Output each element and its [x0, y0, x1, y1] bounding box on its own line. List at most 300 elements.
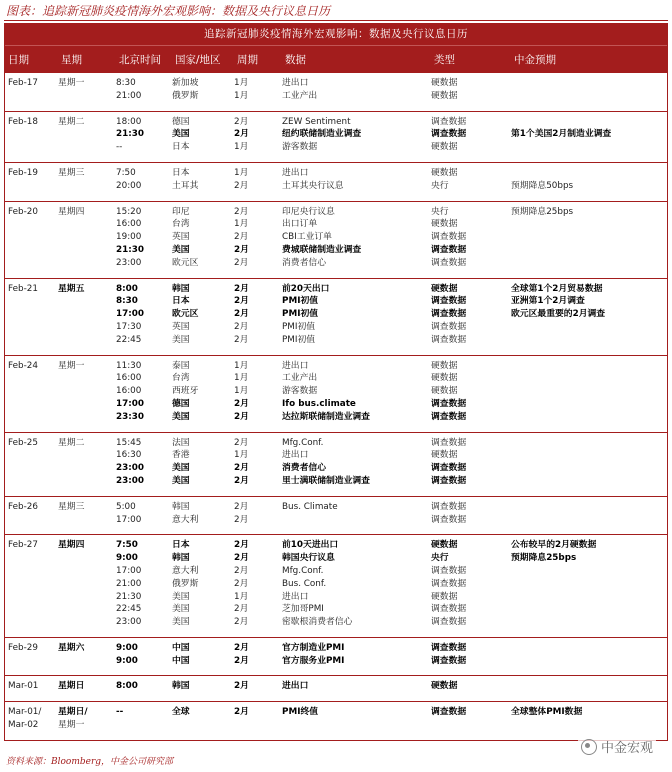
weekday-cell	[58, 321, 116, 334]
date-cell: Mar-01/ Mar-02	[8, 707, 42, 731]
type-cell: 调查数据	[431, 463, 467, 474]
country-cell: 韩国	[172, 501, 190, 512]
country-cell: 台湾	[172, 373, 190, 384]
data-cell: Bus. Climate	[282, 501, 338, 512]
date-group	[5, 356, 667, 433]
weekday-cell: 星期日	[58, 681, 85, 692]
weekday-cell	[58, 128, 116, 141]
type-cell: 硬数据	[431, 219, 458, 230]
country-cell: 日本	[172, 142, 190, 153]
country-cell: 欧元区	[172, 309, 199, 320]
data-cell: 里士满联储制造业调查	[282, 475, 370, 486]
data-cell: 纽约联储制造业调查	[282, 129, 362, 140]
date-cell: Feb-17	[8, 78, 38, 88]
weekday-cell: 星期二	[58, 116, 85, 127]
weekday-cell	[58, 514, 116, 527]
table-row	[55, 295, 667, 308]
time-cell: 19:00	[116, 232, 142, 243]
country-cell: 西班牙	[172, 386, 199, 397]
table-row	[55, 283, 667, 296]
country-cell: 意大利	[172, 514, 199, 525]
country-cell: 欧元区	[172, 257, 199, 268]
data-cell: 进出口	[282, 450, 309, 461]
table-row	[55, 616, 667, 629]
table-row	[55, 449, 667, 462]
time-cell: 7:50	[116, 167, 136, 178]
data-cell: 土耳其央行议息	[282, 180, 344, 191]
country-cell: 英国	[172, 232, 190, 243]
weekday-cell: 星期三	[58, 167, 85, 178]
country-cell: 土耳其	[172, 180, 199, 191]
table-row	[55, 257, 667, 270]
country-cell: 美国	[172, 617, 190, 628]
period-cell: 2月	[234, 411, 249, 422]
table-row	[55, 719, 667, 732]
time-cell: 23:30	[116, 411, 145, 422]
country-cell: 日本	[172, 167, 190, 178]
weekday-cell	[58, 218, 116, 231]
table-row	[55, 591, 667, 604]
type-cell: 硬数据	[431, 450, 458, 461]
expectation-cell	[511, 231, 661, 244]
type-cell: 硬数据	[431, 167, 458, 178]
weekday-cell	[58, 90, 116, 103]
data-cell: PMI初值	[282, 296, 319, 307]
period-cell: 1月	[234, 78, 249, 88]
expectation-cell	[511, 360, 661, 373]
period-cell: 2月	[234, 642, 249, 653]
table-row	[55, 514, 667, 527]
table-row	[55, 642, 667, 655]
weekday-cell: 星期五	[58, 283, 85, 294]
period-cell: 2月	[234, 334, 249, 345]
country-cell: 俄罗斯	[172, 90, 199, 101]
period-cell: 2月	[234, 398, 249, 409]
data-cell: Mfg.Conf.	[282, 565, 324, 576]
time-cell: 21:30	[116, 129, 145, 140]
time-cell: 8:30	[116, 78, 136, 88]
date-cell: Feb-24	[8, 360, 38, 371]
weekday-cell: 星期四	[58, 540, 85, 551]
time-cell: 15:45	[116, 437, 142, 448]
expectation-cell	[511, 116, 661, 129]
country-cell: 美国	[172, 475, 190, 486]
weekday-cell: 星期六	[58, 642, 85, 653]
period-cell: 2月	[234, 244, 249, 255]
header-country: 国家/地区	[175, 54, 221, 66]
weekday-cell	[58, 591, 116, 604]
table-row	[55, 90, 667, 103]
period-cell: 2月	[234, 501, 249, 512]
table-row	[55, 141, 667, 154]
period-cell: 2月	[234, 232, 249, 243]
country-cell: 中国	[172, 642, 190, 653]
type-cell: 调查数据	[431, 321, 467, 332]
table-row	[55, 321, 667, 334]
country-cell: 俄罗斯	[172, 578, 199, 589]
time-cell: 17:00	[116, 565, 142, 576]
data-cell: 进出口	[282, 591, 309, 602]
country-cell: 泰国	[172, 360, 190, 371]
period-cell: 2月	[234, 296, 249, 307]
table-row	[55, 680, 667, 693]
data-cell: 费城联储制造业调查	[282, 244, 362, 255]
data-cell: ZEW Sentiment	[282, 116, 351, 127]
weekday-cell	[58, 180, 116, 193]
country-cell: 日本	[172, 296, 190, 307]
type-cell: 调查数据	[431, 655, 467, 666]
weekday-cell: 星期一	[58, 78, 85, 88]
data-cell: 芝加哥PMI	[282, 604, 324, 615]
data-cell: 印尼央行议息	[282, 206, 335, 217]
table-row	[55, 360, 667, 373]
data-cell: 达拉斯联储制造业调查	[282, 411, 370, 422]
time-cell: 22:45	[116, 604, 142, 615]
header-weekday: 星期	[61, 54, 82, 66]
period-cell: 1月	[234, 90, 249, 101]
expectation-cell	[511, 398, 661, 411]
table-row	[55, 398, 667, 411]
country-cell: 美国	[172, 591, 190, 602]
country-cell: 美国	[172, 604, 190, 615]
country-cell: 全球	[172, 707, 190, 718]
country-cell: 美国	[172, 129, 190, 140]
data-cell	[282, 514, 431, 527]
date-group	[5, 202, 667, 279]
expectation-cell	[511, 385, 661, 398]
period-cell: 2月	[234, 116, 249, 127]
time-cell: 17:00	[116, 309, 145, 320]
period-cell	[234, 719, 282, 732]
period-cell: 2月	[234, 257, 249, 268]
data-cell: 前10天进出口	[282, 540, 339, 551]
time-cell: 7:50	[116, 540, 138, 551]
expectation-cell	[511, 437, 661, 450]
date-cell: Feb-20	[8, 206, 38, 217]
table-row	[55, 475, 667, 488]
date-group	[5, 112, 667, 163]
type-cell: 调查数据	[431, 604, 467, 615]
weekday-cell	[58, 244, 116, 257]
type-cell: 央行	[431, 553, 449, 564]
data-cell: 官方制造业PMI	[282, 642, 345, 653]
type-cell: 调查数据	[431, 617, 467, 628]
table-row	[55, 603, 667, 616]
source-note: 资料来源：Bloomberg，中金公司研究部	[6, 757, 174, 767]
table-row	[55, 462, 667, 475]
data-cell: 工业产出	[282, 373, 318, 384]
table-title: 追踪新冠肺炎疫情海外宏观影响：数据及央行议息日历	[5, 24, 667, 45]
expectation-cell	[511, 719, 661, 732]
date-group	[5, 702, 667, 740]
type-cell: 调查数据	[431, 257, 467, 268]
data-cell: 官方服务业PMI	[282, 655, 345, 666]
period-cell: 1月	[234, 219, 249, 230]
period-cell: 1月	[234, 373, 249, 384]
period-cell: 2月	[234, 565, 249, 576]
country-cell: 德国	[172, 398, 190, 409]
time-cell: 16:00	[116, 219, 142, 230]
country-cell: 德国	[172, 116, 190, 127]
expectation-cell: 预期降息50bps	[511, 180, 574, 191]
expectation-cell	[511, 591, 661, 604]
weekday-cell	[58, 552, 116, 565]
period-cell: 2月	[234, 707, 249, 718]
data-cell: PMI初值	[282, 309, 319, 320]
header-period: 周期	[237, 54, 258, 66]
country-cell: 美国	[172, 463, 190, 474]
time-cell: 15:20	[116, 206, 142, 217]
country-cell: 法国	[172, 437, 190, 448]
period-cell: 2月	[234, 578, 249, 589]
time-cell: 21:30	[116, 244, 145, 255]
type-cell: 调查数据	[431, 578, 467, 589]
time-cell: 21:00	[116, 578, 142, 589]
header-data: 数据	[285, 54, 306, 66]
table-row	[55, 128, 667, 141]
table-row	[55, 231, 667, 244]
expectation-cell: 亚洲第1个2月调查	[511, 296, 585, 307]
expectation-cell: 全球整体PMI数据	[511, 707, 583, 718]
period-cell: 2月	[234, 463, 249, 474]
expectation-cell: 全球第1个2月贸易数据	[511, 283, 603, 294]
expectation-cell: 第1个美国2月制造业调查	[511, 129, 612, 140]
date-group	[5, 535, 667, 638]
weekday-cell	[58, 655, 116, 668]
expectation-cell	[511, 218, 661, 231]
country-cell: 日本	[172, 540, 190, 551]
time-cell: 20:00	[116, 180, 142, 191]
table-row	[55, 244, 667, 257]
expectation-cell	[511, 449, 661, 462]
data-cell: 密歇根消费者信心	[282, 617, 353, 628]
weekday-cell	[58, 411, 116, 424]
header-type: 类型	[434, 54, 455, 66]
type-cell: 调查数据	[431, 707, 467, 718]
type-cell: 硬数据	[431, 540, 458, 551]
time-cell: --	[116, 142, 123, 153]
data-cell: 游客数据	[282, 142, 318, 153]
table-row	[55, 565, 667, 578]
expectation-cell	[511, 411, 661, 424]
expectation-cell: 公布较早的2月硬数据	[511, 540, 597, 551]
expectation-cell: 欧元区最重要的2月调查	[511, 309, 606, 320]
time-cell: 16:30	[116, 450, 142, 461]
type-cell: 硬数据	[431, 681, 458, 692]
data-cell: 消费者信心	[282, 257, 326, 268]
period-cell: 2月	[234, 655, 249, 666]
type-cell: 调查数据	[431, 475, 467, 486]
time-cell: 21:30	[116, 591, 142, 602]
type-cell: 央行	[431, 180, 449, 191]
time-cell: 18:00	[116, 116, 142, 127]
country-cell: 韩国	[172, 681, 190, 692]
header-time: 北京时间	[119, 54, 161, 66]
type-cell: 硬数据	[431, 142, 458, 153]
time-cell	[116, 719, 172, 732]
type-cell: 调查数据	[431, 334, 467, 345]
time-cell: 22:45	[116, 334, 142, 345]
period-cell: 2月	[234, 321, 249, 332]
type-cell: 调查数据	[431, 116, 467, 127]
data-cell: PMI终值	[282, 707, 319, 718]
expectation-cell	[511, 334, 661, 347]
period-cell: 1月	[234, 450, 249, 461]
data-cell: PMI初值	[282, 321, 316, 332]
data-cell: Ifo bus.climate	[282, 398, 356, 409]
expectation-cell	[511, 372, 661, 385]
country-cell: 美国	[172, 244, 190, 255]
type-cell: 硬数据	[431, 78, 458, 88]
header-date: 日期	[8, 54, 29, 66]
type-cell: 硬数据	[431, 360, 458, 371]
table-row	[55, 218, 667, 231]
time-cell: 9:00	[116, 655, 138, 666]
time-cell: 23:00	[116, 463, 145, 474]
period-cell: 2月	[234, 309, 249, 320]
country-cell: 台湾	[172, 219, 190, 230]
period-cell: 2月	[234, 514, 249, 525]
country-cell: 意大利	[172, 565, 199, 576]
expectation-cell	[511, 578, 661, 591]
expectation-cell	[511, 257, 661, 270]
data-cell: PMI初值	[282, 334, 316, 345]
table-row	[55, 578, 667, 591]
expectation-cell	[511, 321, 661, 334]
expectation-cell	[511, 244, 661, 257]
date-group	[5, 638, 667, 677]
time-cell: 23:00	[116, 617, 142, 628]
date-group	[5, 279, 667, 356]
period-cell: 2月	[234, 437, 249, 448]
weekday-cell: 星期一	[58, 720, 85, 731]
country-cell: 新加坡	[172, 78, 199, 88]
date-cell: Feb-19	[8, 167, 38, 178]
table-row	[55, 334, 667, 347]
data-cell: 进出口	[282, 681, 309, 692]
time-cell: 17:30	[116, 321, 142, 332]
weekday-cell	[58, 398, 116, 411]
type-cell: 硬数据	[431, 386, 458, 397]
country-cell: 美国	[172, 411, 190, 422]
period-cell: 2月	[234, 206, 249, 217]
weekday-cell	[58, 603, 116, 616]
table-row	[55, 501, 667, 514]
type-cell: 硬数据	[431, 591, 458, 602]
data-cell: 进出口	[282, 78, 309, 88]
country-cell: 英国	[172, 321, 190, 332]
weekday-cell	[58, 372, 116, 385]
type-cell: 调查数据	[431, 514, 467, 525]
time-cell: 8:00	[116, 681, 138, 692]
date-group	[5, 433, 667, 497]
weekday-cell	[58, 308, 116, 321]
period-cell: 2月	[234, 475, 249, 486]
period-cell: 1月	[234, 142, 249, 153]
weekday-cell: 星期二	[58, 437, 85, 448]
table-row	[55, 385, 667, 398]
period-cell: 2月	[234, 540, 249, 551]
weekday-cell	[58, 462, 116, 475]
time-cell: 17:00	[116, 398, 145, 409]
weekday-cell	[58, 141, 116, 154]
table-row	[55, 552, 667, 565]
watermark	[578, 737, 656, 756]
weekday-cell	[58, 334, 116, 347]
expectation-cell: 预期降息25bps	[511, 206, 574, 217]
data-cell: 前20天出口	[282, 283, 330, 294]
expectation-cell	[511, 514, 661, 527]
weekday-cell	[58, 295, 116, 308]
table-row	[55, 437, 667, 450]
table-body	[5, 73, 667, 740]
time-cell: 9:00	[116, 553, 138, 564]
period-cell: 2月	[234, 553, 249, 564]
period-cell: 2月	[234, 617, 249, 628]
weekday-cell	[58, 565, 116, 578]
wechat-icon	[581, 739, 597, 755]
expectation-cell	[511, 616, 661, 629]
table-row	[55, 655, 667, 668]
table-row	[55, 539, 667, 552]
table-row	[55, 116, 667, 129]
calendar-table	[4, 23, 668, 741]
weekday-cell: 星期一	[58, 360, 85, 371]
type-cell: 硬数据	[431, 373, 458, 384]
date-cell: Feb-25	[8, 437, 38, 448]
expectation-cell	[511, 90, 661, 103]
weekday-cell: 星期日/	[58, 707, 88, 718]
country-cell: 香港	[172, 450, 190, 461]
time-cell: 23:00	[116, 257, 142, 268]
period-cell: 1月	[234, 386, 249, 397]
type-cell: 调查数据	[431, 642, 467, 653]
time-cell: 8:00	[116, 283, 138, 294]
title-divider	[4, 20, 668, 21]
date-group	[5, 676, 667, 702]
data-cell: 进出口	[282, 167, 309, 178]
period-cell: 1月	[234, 360, 249, 371]
data-cell: 出口订单	[282, 219, 318, 230]
date-cell: Feb-21	[8, 283, 38, 294]
date-cell: Feb-26	[8, 501, 38, 512]
expectation-cell	[511, 565, 661, 578]
table-row	[55, 180, 667, 193]
weekday-cell	[58, 231, 116, 244]
table-header	[5, 45, 667, 73]
weekday-cell: 星期三	[58, 501, 85, 512]
period-cell: 1月	[234, 591, 249, 602]
expectation-cell	[511, 141, 661, 154]
date-group	[5, 73, 667, 112]
data-cell: 进出口	[282, 360, 309, 371]
type-cell: 调查数据	[431, 296, 467, 307]
data-cell: 韩国央行议息	[282, 553, 335, 564]
time-cell: 21:00	[116, 90, 142, 101]
type-cell: 调查数据	[431, 501, 467, 512]
date-cell: Mar-01	[8, 681, 39, 692]
weekday-cell: 星期四	[58, 206, 85, 217]
type-cell: 调查数据	[431, 565, 467, 576]
time-cell: 8:30	[116, 296, 138, 307]
weekday-cell	[58, 449, 116, 462]
data-cell: 游客数据	[282, 386, 318, 397]
type-cell	[431, 719, 511, 732]
data-cell: 工业产出	[282, 90, 318, 101]
time-cell: 11:30	[116, 360, 142, 371]
time-cell: 17:00	[116, 514, 142, 525]
weekday-cell	[58, 616, 116, 629]
